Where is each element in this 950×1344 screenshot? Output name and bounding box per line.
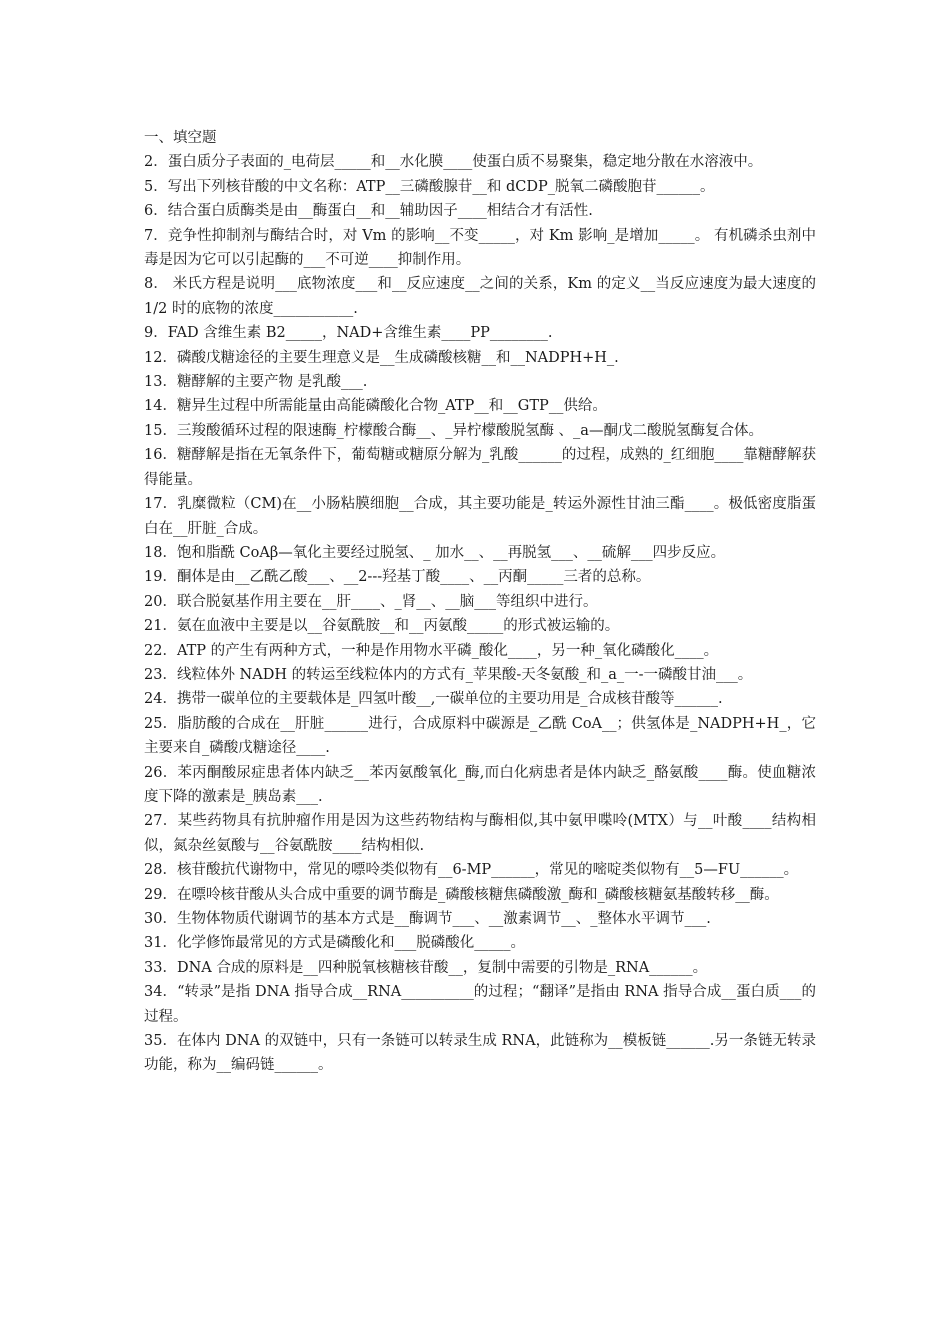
- question-item: 13．糖酵解的主要产物 是乳酸___.: [144, 374, 368, 391]
- question-item: 12．磷酸戊糖途径的主要生理意义是__生成磷酸核糖__和__NADPH+H_.: [144, 349, 619, 366]
- question-item: 14．糖异生过程中所需能量由高能磷酸化合物_ATP__和__GTP__供给。: [144, 398, 607, 415]
- question-item: 16．糖酵解是指在无氧条件下，葡萄糖或糖原分解为_乳酸______的过程，成熟的_红细胞____靠糖酵解获得能量。: [144, 447, 816, 488]
- question-item: 30．生物体物质代谢调节的基本方式是__酶调节___、__激素调节__、_整体水平调节___.: [144, 911, 711, 927]
- question-item: 26．苯丙酮酸尿症患者体内缺乏__苯丙氨酸氧化_酶,而白化病患者是体内缺乏_酪氨酸____酶。使血糖浓度下降的激素是_胰岛素___.: [144, 764, 816, 805]
- question-item: 31．化学修饰最常见的方式是磷酸化和___脱磷酸化_____。: [144, 935, 525, 952]
- question-item: 5．写出下列核苷酸的中文名称：ATP__三磷酸腺苷__和 dCDP_脱氧二磷酸胞苷______。: [144, 178, 715, 195]
- section-heading: 一、填空题: [144, 130, 217, 146]
- question-item: 9．FAD 含维生素 B2_____，NAD+含维生素____PP________.: [144, 325, 553, 342]
- question-item: 23．线粒体外 NADH 的转运至线粒体内的方式有_苹果酸-天冬氨酸_和_a_一-一磷酸甘油___。: [144, 666, 753, 683]
- question-item: 24．携带一碳单位的主要载体是_四氢叶酸__,一碳单位的主要功用是_合成核苷酸等______.: [144, 691, 723, 708]
- question-item: 22．ATP 的产生有两种方式，一种是作用物水平磷_酸化____，另一种_氧化磷酸化____。: [144, 642, 719, 659]
- question-item: 15．三羧酸循环过程的限速酶_柠檬酸合酶__、_异柠檬酸脱氢酶 、_a—酮戊二酸脱氢酶复合体。: [144, 422, 763, 439]
- question-item: 25．脂肪酸的合成在__肝脏______进行，合成原料中碳源是_乙酰 CoA__；供氢体是_NADPH+H_，它主要来自_磷酸戊糖途径____.: [144, 715, 816, 757]
- question-item: 29．在嘌呤核苷酸从头合成中重要的调节酶是_磷酸核糖焦磷酸激_酶和_磷酸核糖氨基酸转移__酶。: [144, 886, 779, 903]
- question-item: 17．乳糜微粒（CM)在__小肠粘膜细胞__合成，其主要功能是_转运外源性甘油三酯____。极低密度脂蛋白在__肝脏_合成。: [144, 496, 816, 537]
- question-item: 18．饱和脂酰 CoAβ—氧化主要经过脱氢、_ 加水__、__再脱氢___、__硫解___四步反应。: [144, 544, 726, 561]
- document-page: [144, 126, 816, 1078]
- question-item: 33．DNA 合成的原料是__四种脱氧核糖核苷酸__，复制中需要的引物是_RNA______。: [144, 959, 708, 976]
- question-item: 27．某些药物具有抗肿瘤作用是因为这些药物结构与酶相似,其中氨甲喋呤(MTX）与__叶酸____结构相似，氮杂丝氨酸与__谷氨酰胺____结构相似.: [144, 813, 816, 854]
- question-item: 28．核苷酸抗代谢物中，常见的嘌呤类似物有__6-MP______，常见的嘧啶类似物有__5—FU______。: [144, 862, 799, 879]
- question-item: 6．结合蛋白质酶类是由__酶蛋白__和__辅助因子____相结合才有活性.: [144, 203, 593, 220]
- question-item: 20．联合脱氨基作用主要在__肝____、_肾__、__脑___等组织中进行。: [144, 593, 598, 610]
- question-item: 35．在体内 DNA 的双链中，只有一条链可以转录生成 RNA，此链称为__模板链______.另一条链无转录功能，称为__编码链______。: [144, 1033, 816, 1074]
- question-item: 34．“转录”是指 DNA 指导合成__RNA__________的过程；“翻译”是指由 RNA 指导合成__蛋白质___的过程。: [144, 984, 816, 1025]
- question-item: 2．蛋白质分子表面的_电荷层_____和__水化膜____使蛋白质不易聚集，稳定地分散在水溶液中。: [144, 154, 763, 171]
- question-item: 19．酮体是由__乙酰乙酸___、__2---羟基丁酸____、__丙酮_____三者的总称。: [144, 569, 651, 586]
- question-item: 7．竞争性抑制剂与酶结合时，对 Vm 的影响__不变_____，对 Km 影响_是增加_____。 有机磷杀虫剂中毒是因为它可以引起酶的___不可逆____抑制作用。: [144, 227, 816, 269]
- question-item: 8． 米氏方程是说明___底物浓度___和__反应速度__之间的关系，Km 的定义__当反应速度为最大速度的 1/2 时的底物的浓度___________.: [144, 276, 816, 317]
- question-item: 21．氨在血液中主要是以__谷氨酰胺__和__丙氨酸_____的形式被运输的。: [144, 618, 620, 635]
